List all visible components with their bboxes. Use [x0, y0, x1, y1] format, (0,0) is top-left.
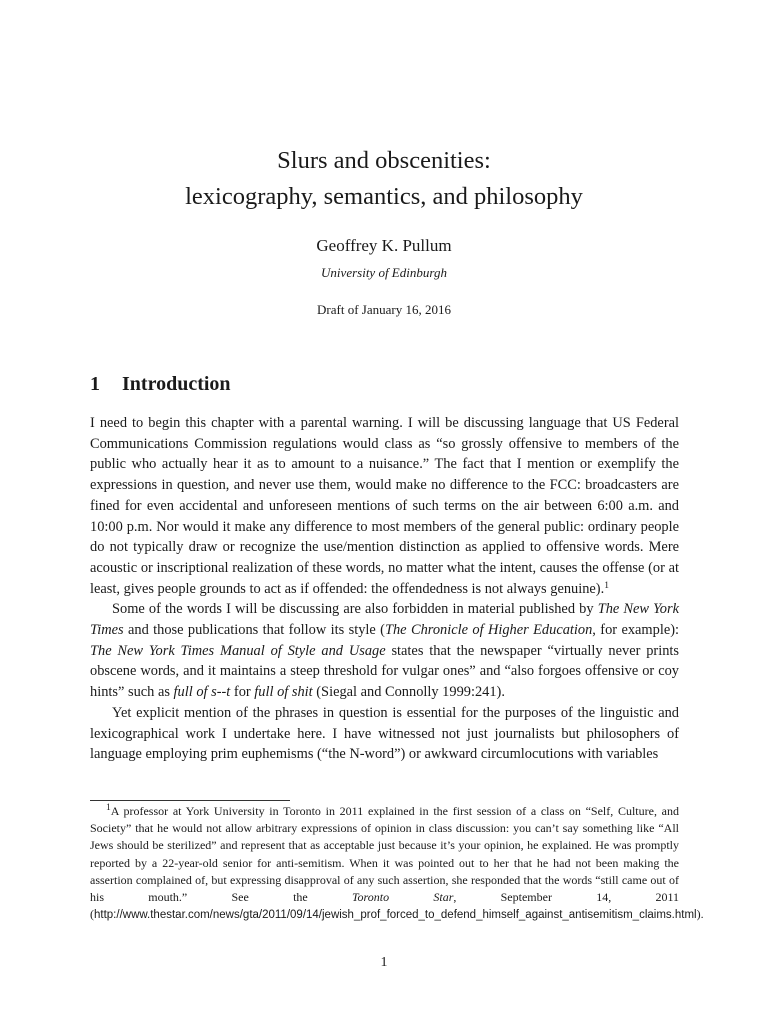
draft-date: Draft of January 16, 2016 [317, 302, 451, 317]
paragraph-2-text: and those publications that follow its style ( [123, 622, 385, 639]
paragraph-2-text: states that the newspaper “virtually never prints obscene words, and it maintains a steep threshold for vulgar ones” and “also forgoes offensive or coy hints” such as [90, 642, 680, 701]
example-phrase: full of shit [254, 684, 313, 701]
paragraph-2-text: , for example): [592, 622, 679, 639]
section-number: 1 [90, 373, 100, 395]
footnote-number: 1 [106, 803, 111, 813]
title-line-1: Slurs and obscenities: [277, 147, 491, 174]
example-phrase: full of s--t [173, 684, 231, 701]
paragraph-1-text: I need to begin this chapter with a parental warning. I will be discussing language that US Federal Communications Commission regulations would class as “so grossly offensive to members of the public who actually hear it as to amount to a nuisance.” The fact that I mention or exemplify the expressions in question, and never use them, would make no difference to the FCC: broadcasters are fined for even accidental and unforeseen mentions of such terms on the air between 6:00 a.m. and 10:00 p.m. Nor would it make any difference to most members of the general public: ordinary people do not typically draw or recognize the use/mention distinction as applied to offensive words. Mere acoustic or inscriptional realization of these words, no matter what the intent, causes the offense (or at least, gives people grounds to act as if offended: the offendedness is not always genuine). [90, 415, 679, 597]
body-text [90, 413, 679, 765]
footnote-rule [90, 800, 290, 801]
paragraph-2-text: Some of the words I will be discussing are also forbidden in material published by [112, 601, 598, 618]
footnote [90, 803, 704, 924]
footnote-marker: 1 [604, 580, 609, 591]
paragraph-2-text: (Siegal and Connolly 1999:241). [312, 684, 505, 701]
paragraph-3-text: Yet explicit mention of the phrases in question is essential for the purposes of the linguistic and lexicographical work I undertake here. I have witnessed not just journalists but philosophers of language employing prim euphemisms (“the N-word”) or awkward circumlocutions with variables [90, 704, 679, 763]
footnote-text: A professor at York University in Toronto in 2011 explained in the first session of a class on “Self, Culture, and Society” that he would not allow arbitrary expressions of opinion in class discussion: you can’t say something like “All Jews should be sterilized” and represent that as acceptable just because it’s your opinion, he explained. He was promptly reported by a 22-year-old senior for anti-semitism. When it was pointed out to her that he had not been making the assertion complained of, but expressing disapproval of any such assertion, she responded that the words “still came out of his mouth.” See the [90, 804, 679, 905]
paper-title [0, 143, 768, 215]
footnote-link[interactable]: http://www.thestar.com/news/gta/2011/09/14/jewish_prof_forced_to_defend_himself_against_antisemitism_claims.html [94, 909, 697, 922]
paragraph-2 [90, 599, 679, 703]
title-line-2: lexicography, semantics, and philosophy [185, 183, 583, 210]
publication-title: The New York Times Manual of Style and Usage [90, 642, 386, 659]
footnote-text: ). [696, 907, 704, 922]
author-affiliation: University of Edinburgh [321, 265, 447, 280]
page-number: 1 [380, 955, 388, 970]
paragraph-3 [90, 703, 679, 765]
section-title: Introduction [122, 373, 231, 395]
publication-title: The New York Times [90, 601, 679, 639]
publication-title: The Chronicle of Higher Education [384, 622, 593, 639]
footnote-text: , September 14, 2011 ( [90, 890, 679, 922]
author-name: Geoffrey K. Pullum [316, 236, 452, 255]
paragraph-1 [90, 413, 679, 599]
paragraph-2-text: for [230, 684, 255, 701]
footnote-source: Toronto Star [351, 890, 454, 905]
section-heading [90, 370, 231, 398]
